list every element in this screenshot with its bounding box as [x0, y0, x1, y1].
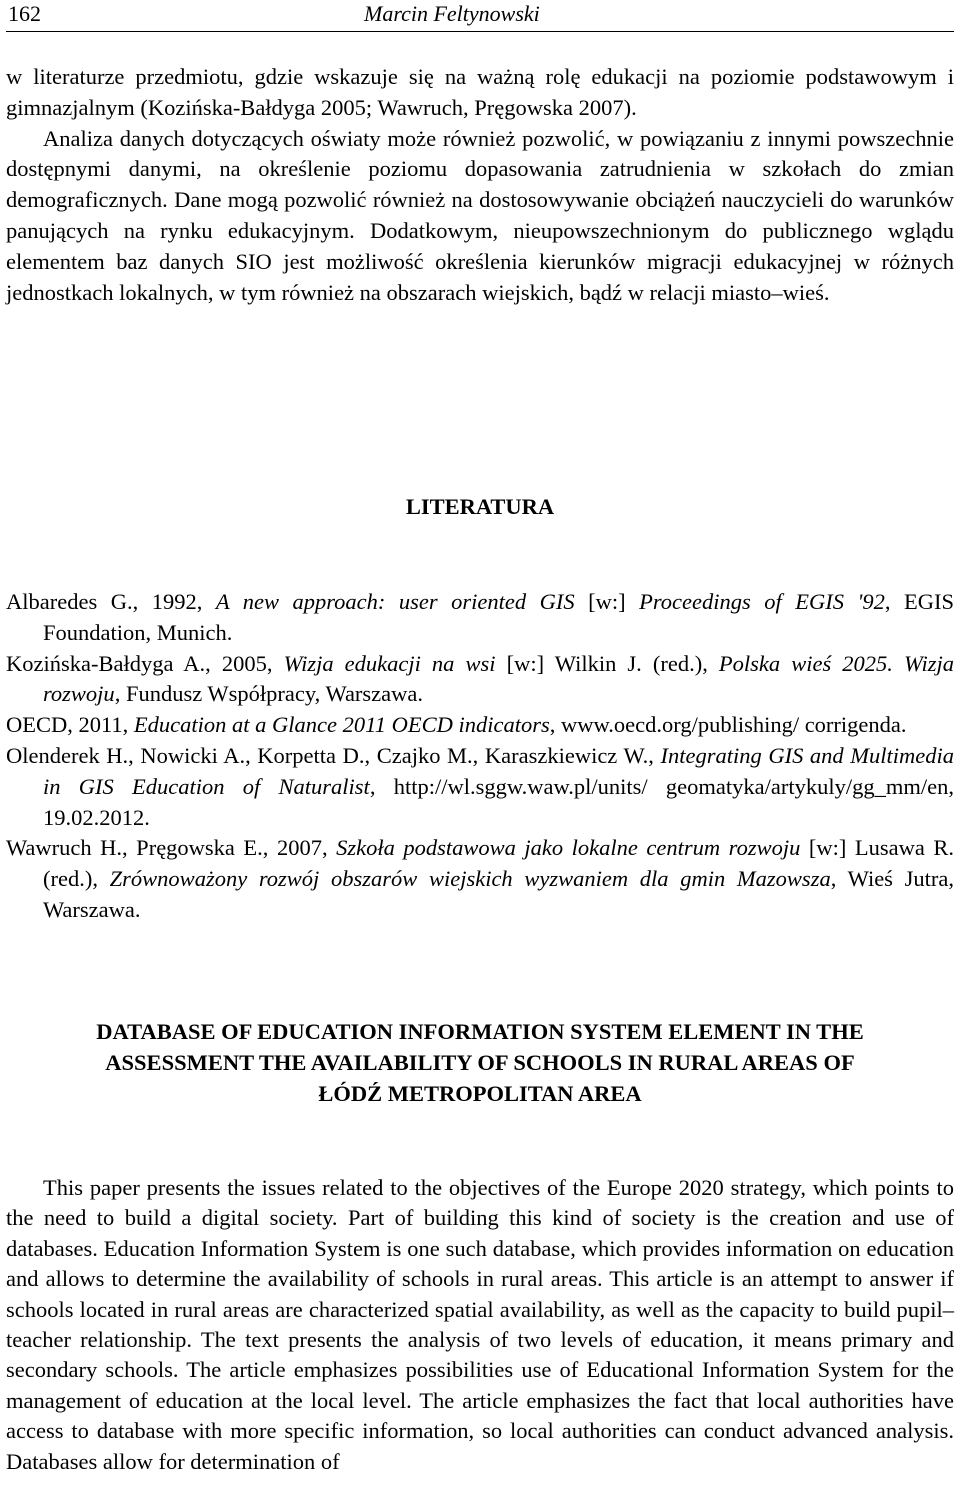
paragraph: Analiza danych dotyczących oświaty może również pozwolić, w powiązaniu z innymi powszechnie dostępnymi danymi, na określenie poziomu dopasowania zatrudnienia w szkołach do zmian demograficznych. Dane mogą pozwolić również na dostosowywanie obciążeń nauczycieli do warunków panujących na rynku edukacyjnym. Dodatkowym, nieupowszechnionym do publicznego wglądu elementem baz danych SIO jest możliwość określenia kierunków migracji edukacyjnej w różnych jednostkach lokalnych, w tym również na obszarach wiejskich, bądź w relacji miasto–wieś.: [6, 125, 954, 305]
abstract-paragraph: This paper presents the issues related to the objectives of the Europe 2020 strategy, which points to the need to build a digital society. Part of building this kind of society is the creation and use of databases. Education Information System is one such database, which provides information on education and allows to determine the availability of schools in rural areas. This article is an attempt to answer if schools located in rural areas are characterized spatial availability, as well as the capacity to build pupil–teacher relationship. The text presents the analysis of two levels of education, it means primary and secondary schools. The article emphasizes possibilities use of Educational Information System for the management of education at the local level. The article emphasizes the fact that local authorities have access to database with more specific information, so local authorities can conduct advanced analysis. Databases allow for determination of: [6, 1175, 954, 1474]
running-author: Marcin Feltynowski: [364, 1, 540, 26]
reference-item: Wawruch H., Pręgowska E., 2007, Szkoła podstawowa jako lokalne centrum rozwoju [w:] Lusawa R. (red.), Zrównoważony rozwój obszarów wiejskich wyzwaniem dla gmin Mazowsza, Wieś Jutra, Warszawa.: [6, 835, 954, 922]
english-title-line: ŁÓDŹ METROPOLITAN AREA: [318, 1081, 642, 1106]
english-title-line: ASSESSMENT THE AVAILABILITY OF SCHOOLS IN RURAL AREAS OF: [105, 1050, 855, 1075]
paragraph: w literaturze przedmiotu, gdzie wskazuje się na ważną rolę edukacji na poziomie podstawowym i gimnazjalnym (Kozińska-Bałdyga 2005; Wawruch, Pręgowska 2007).: [6, 64, 954, 120]
running-header: [6, 0, 954, 32]
english-abstract: [6, 1173, 954, 1477]
reference-item: Albaredes G., 1992, A new approach: user oriented GIS [w:] Proceedings of EGIS '92, EGIS Foundation, Munich.: [6, 589, 954, 645]
reference-item: Kozińska-Bałdyga A., 2005, Wizja edukacji na wsi [w:] Wilkin J. (red.), Polska wieś 2025. Wizja rozwoju, Fundusz Współpracy, Warszawa.: [6, 650, 955, 707]
page-number: 162: [8, 1, 41, 26]
literature-heading: LITERATURA: [405, 494, 555, 519]
body-text: [6, 62, 954, 308]
english-title-line: DATABASE OF EDUCATION INFORMATION SYSTEM ELEMENT IN THE: [96, 1019, 864, 1044]
reference-item: Olenderek H., Nowicki A., Korpetta D., Czajko M., Karaszkiewicz W., Integrating GIS and Multimedia in GIS Education of Naturalist, http://wl.sggw.waw.pl/units/ geomatyka/artykuly/gg_mm/en, 19.02.2012.: [6, 742, 954, 830]
reference-list: [6, 587, 954, 926]
reference-item: OECD, 2011, Education at a Glance 2011 OECD indicators, www.oecd.org/publishing/ corrigenda.: [6, 712, 907, 738]
english-title: [6, 1016, 954, 1109]
